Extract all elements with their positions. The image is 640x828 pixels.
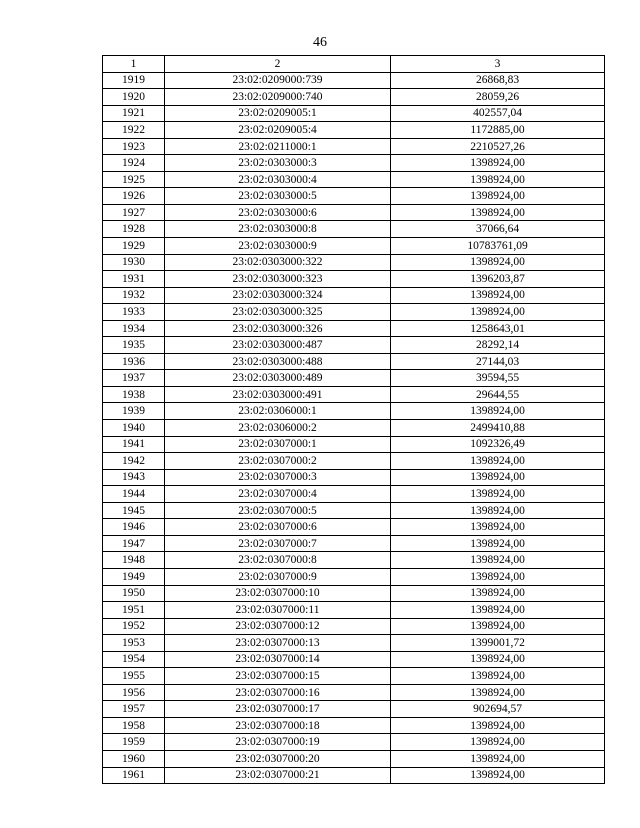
page-number: 46	[313, 35, 327, 50]
row-number-cell: 1950	[103, 585, 165, 602]
cadastral-number-cell: 23:02:0307000:9	[165, 568, 391, 585]
row-number-cell: 1956	[103, 684, 165, 701]
cadastral-number-cell: 23:02:0303000:488	[165, 353, 391, 370]
row-number-cell: 1955	[103, 668, 165, 685]
table-body	[103, 72, 605, 784]
value-cell: 1398924,00	[391, 568, 605, 585]
table-row	[103, 221, 605, 238]
value-cell: 10783761,09	[391, 238, 605, 255]
value-cell: 1398924,00	[391, 750, 605, 767]
row-number-cell: 1930	[103, 254, 165, 271]
table-row	[103, 238, 605, 255]
table-row	[103, 188, 605, 205]
cadastral-number-cell: 23:02:0303000:323	[165, 271, 391, 288]
value-cell: 37066,64	[391, 221, 605, 238]
row-number-cell: 1961	[103, 767, 165, 784]
row-number-cell: 1939	[103, 403, 165, 420]
cadastral-number-cell: 23:02:0209000:740	[165, 89, 391, 106]
row-number-cell: 1934	[103, 320, 165, 337]
table-row	[103, 72, 605, 89]
value-cell: 1398924,00	[391, 287, 605, 304]
row-number-cell: 1923	[103, 138, 165, 155]
row-number-cell: 1937	[103, 370, 165, 387]
cadastral-number-cell: 23:02:0307000:13	[165, 635, 391, 652]
row-number-cell: 1931	[103, 271, 165, 288]
cadastral-number-cell: 23:02:0303000:4	[165, 171, 391, 188]
cadastral-number-cell: 23:02:0303000:324	[165, 287, 391, 304]
table-row	[103, 767, 605, 784]
row-number-cell: 1948	[103, 552, 165, 569]
cadastral-number-cell: 23:02:0307000:4	[165, 486, 391, 503]
cadastral-number-cell: 23:02:0303000:9	[165, 238, 391, 255]
cadastral-number-cell: 23:02:0209005:4	[165, 122, 391, 139]
value-cell: 1398924,00	[391, 552, 605, 569]
cadastral-number-cell: 23:02:0303000:487	[165, 337, 391, 354]
row-number-cell: 1929	[103, 238, 165, 255]
value-cell: 1092326,49	[391, 436, 605, 453]
value-cell: 2210527,26	[391, 138, 605, 155]
row-number-cell: 1933	[103, 304, 165, 321]
cadastral-number-cell: 23:02:0307000:12	[165, 618, 391, 635]
value-cell: 39594,55	[391, 370, 605, 387]
value-cell: 1398924,00	[391, 403, 605, 420]
row-number-cell: 1946	[103, 519, 165, 536]
row-number-cell: 1921	[103, 105, 165, 122]
table-row	[103, 568, 605, 585]
value-cell: 27144,03	[391, 353, 605, 370]
row-number-cell: 1940	[103, 420, 165, 437]
row-number-cell: 1958	[103, 717, 165, 734]
value-cell: 1398924,00	[391, 502, 605, 519]
row-number-cell: 1944	[103, 486, 165, 503]
cadastral-number-cell: 23:02:0209005:1	[165, 105, 391, 122]
table-row	[103, 320, 605, 337]
cadastral-number-cell: 23:02:0303000:8	[165, 221, 391, 238]
row-number-cell: 1924	[103, 155, 165, 172]
value-cell: 1398924,00	[391, 155, 605, 172]
row-number-cell: 1954	[103, 651, 165, 668]
value-cell: 1398924,00	[391, 734, 605, 751]
cadastral-number-cell: 23:02:0307000:5	[165, 502, 391, 519]
value-cell: 1398924,00	[391, 469, 605, 486]
row-number-cell: 1947	[103, 535, 165, 552]
value-cell: 1398924,00	[391, 453, 605, 470]
row-number-cell: 1925	[103, 171, 165, 188]
cadastral-number-cell: 23:02:0303000:3	[165, 155, 391, 172]
table-row	[103, 469, 605, 486]
cadastral-number-cell: 23:02:0307000:11	[165, 602, 391, 619]
table-row	[103, 171, 605, 188]
table-row	[103, 651, 605, 668]
value-cell: 1398924,00	[391, 684, 605, 701]
table-row	[103, 304, 605, 321]
value-cell: 1398924,00	[391, 767, 605, 784]
value-cell: 1398924,00	[391, 585, 605, 602]
table-row	[103, 519, 605, 536]
table-row	[103, 271, 605, 288]
value-cell: 1398924,00	[391, 717, 605, 734]
table-row	[103, 750, 605, 767]
cadastral-number-cell: 23:02:0307000:17	[165, 701, 391, 718]
table-row	[103, 105, 605, 122]
row-number-cell: 1936	[103, 353, 165, 370]
value-cell: 28059,26	[391, 89, 605, 106]
table-row	[103, 602, 605, 619]
table-row	[103, 436, 605, 453]
row-number-cell: 1932	[103, 287, 165, 304]
value-cell: 1398924,00	[391, 254, 605, 271]
value-cell: 1398924,00	[391, 204, 605, 221]
cadastral-number-cell: 23:02:0307000:15	[165, 668, 391, 685]
cadastral-number-cell: 23:02:0307000:16	[165, 684, 391, 701]
row-number-cell: 1919	[103, 72, 165, 89]
value-cell: 1258643,01	[391, 320, 605, 337]
row-number-cell: 1935	[103, 337, 165, 354]
value-cell: 1398924,00	[391, 486, 605, 503]
cadastral-number-cell: 23:02:0303000:325	[165, 304, 391, 321]
row-number-cell: 1920	[103, 89, 165, 106]
row-number-cell: 1928	[103, 221, 165, 238]
row-number-cell: 1957	[103, 701, 165, 718]
row-number-cell: 1949	[103, 568, 165, 585]
cadastral-number-cell: 23:02:0211000:1	[165, 138, 391, 155]
table-row	[103, 668, 605, 685]
column-header-1: 1	[103, 56, 165, 73]
row-number-cell: 1952	[103, 618, 165, 635]
value-cell: 29644,55	[391, 386, 605, 403]
table-row	[103, 287, 605, 304]
value-cell: 1398924,00	[391, 618, 605, 635]
table-row	[103, 386, 605, 403]
table-header-row	[103, 56, 605, 73]
cadastral-number-cell: 23:02:0307000:8	[165, 552, 391, 569]
value-cell: 402557,04	[391, 105, 605, 122]
value-cell: 1398924,00	[391, 188, 605, 205]
table-row	[103, 337, 605, 354]
cadastral-number-cell: 23:02:0307000:10	[165, 585, 391, 602]
cadastral-number-cell: 23:02:0307000:18	[165, 717, 391, 734]
table-row	[103, 734, 605, 751]
table-row	[103, 535, 605, 552]
value-cell: 2499410,88	[391, 420, 605, 437]
row-number-cell: 1945	[103, 502, 165, 519]
table-row	[103, 353, 605, 370]
row-number-cell: 1943	[103, 469, 165, 486]
value-cell: 1398924,00	[391, 519, 605, 536]
value-cell: 1398924,00	[391, 535, 605, 552]
cadastral-number-cell: 23:02:0307000:3	[165, 469, 391, 486]
cadastral-number-cell: 23:02:0303000:5	[165, 188, 391, 205]
cadastral-number-cell: 23:02:0307000:20	[165, 750, 391, 767]
value-cell: 1172885,00	[391, 122, 605, 139]
value-cell: 1396203,87	[391, 271, 605, 288]
row-number-cell: 1938	[103, 386, 165, 403]
cadastral-number-cell: 23:02:0307000:2	[165, 453, 391, 470]
table-row	[103, 635, 605, 652]
row-number-cell: 1941	[103, 436, 165, 453]
data-table	[102, 55, 605, 784]
row-number-cell: 1953	[103, 635, 165, 652]
row-number-cell: 1960	[103, 750, 165, 767]
table-row	[103, 717, 605, 734]
value-cell: 1398924,00	[391, 171, 605, 188]
table-row	[103, 155, 605, 172]
table-row	[103, 122, 605, 139]
table-row	[103, 585, 605, 602]
table-row	[103, 254, 605, 271]
table-row	[103, 403, 605, 420]
value-cell: 902694,57	[391, 701, 605, 718]
cadastral-number-cell: 23:02:0307000:6	[165, 519, 391, 536]
table-row	[103, 486, 605, 503]
cadastral-number-cell: 23:02:0306000:1	[165, 403, 391, 420]
table-row	[103, 453, 605, 470]
row-number-cell: 1942	[103, 453, 165, 470]
row-number-cell: 1926	[103, 188, 165, 205]
cadastral-number-cell: 23:02:0303000:326	[165, 320, 391, 337]
table-row	[103, 552, 605, 569]
value-cell: 1398924,00	[391, 651, 605, 668]
table-row	[103, 502, 605, 519]
cadastral-number-cell: 23:02:0209000:739	[165, 72, 391, 89]
table-row	[103, 204, 605, 221]
cadastral-number-cell: 23:02:0303000:6	[165, 204, 391, 221]
cadastral-number-cell: 23:02:0303000:322	[165, 254, 391, 271]
cadastral-number-cell: 23:02:0307000:1	[165, 436, 391, 453]
table-row	[103, 89, 605, 106]
value-cell: 1398924,00	[391, 668, 605, 685]
cadastral-number-cell: 23:02:0307000:14	[165, 651, 391, 668]
cadastral-number-cell: 23:02:0306000:2	[165, 420, 391, 437]
cadastral-number-cell: 23:02:0303000:491	[165, 386, 391, 403]
row-number-cell: 1959	[103, 734, 165, 751]
cadastral-number-cell: 23:02:0303000:489	[165, 370, 391, 387]
value-cell: 26868,83	[391, 72, 605, 89]
column-header-2: 2	[165, 56, 391, 73]
row-number-cell: 1922	[103, 122, 165, 139]
cadastral-number-cell: 23:02:0307000:7	[165, 535, 391, 552]
row-number-cell: 1951	[103, 602, 165, 619]
value-cell: 28292,14	[391, 337, 605, 354]
table-row	[103, 138, 605, 155]
table-row	[103, 701, 605, 718]
value-cell: 1398924,00	[391, 304, 605, 321]
column-header-3: 3	[391, 56, 605, 73]
table-row	[103, 370, 605, 387]
cadastral-number-cell: 23:02:0307000:19	[165, 734, 391, 751]
table-row	[103, 618, 605, 635]
table-row	[103, 420, 605, 437]
table-row	[103, 684, 605, 701]
value-cell: 1399001,72	[391, 635, 605, 652]
cadastral-number-cell: 23:02:0307000:21	[165, 767, 391, 784]
row-number-cell: 1927	[103, 204, 165, 221]
value-cell: 1398924,00	[391, 602, 605, 619]
